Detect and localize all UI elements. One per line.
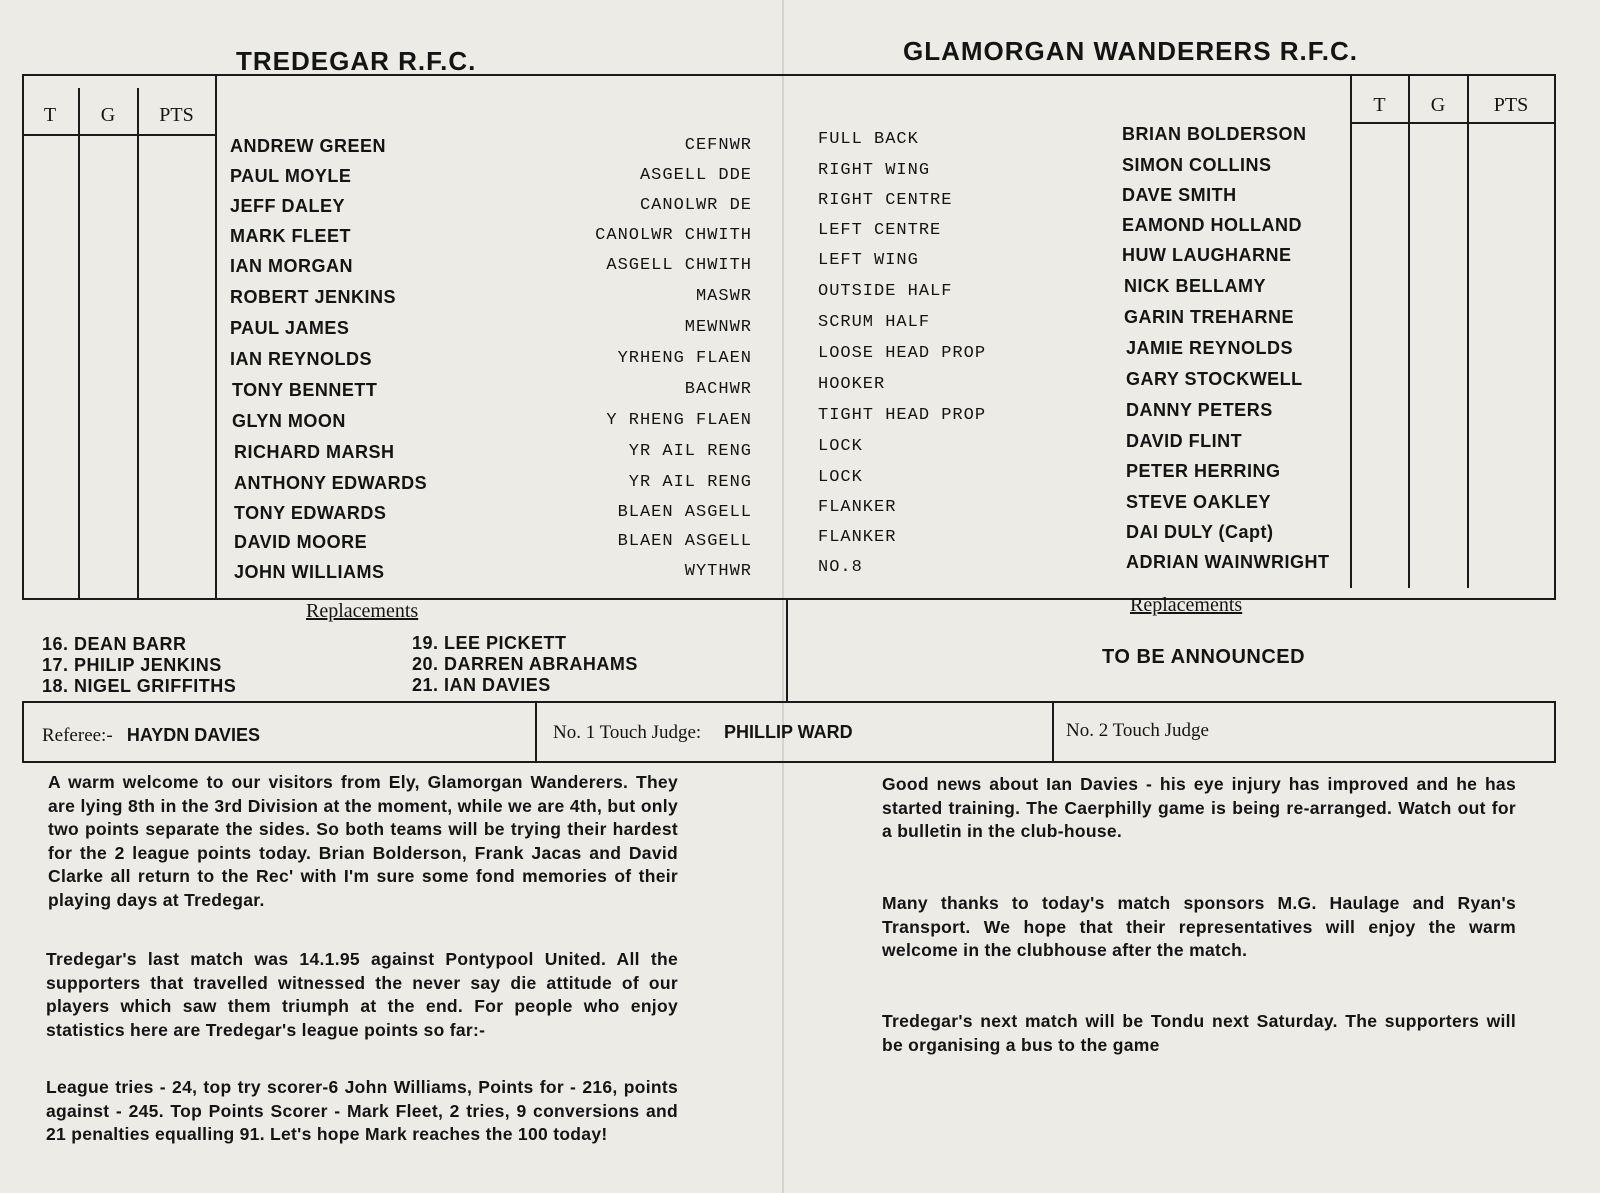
home-replacement: 16. DEAN BARR xyxy=(42,634,187,654)
away-player-position: LOOSE HEAD PROP xyxy=(818,344,987,363)
home-score-header-line xyxy=(22,134,216,136)
home-player-position: CANOLWR DE xyxy=(639,196,752,215)
home-player-name: ANDREW GREEN xyxy=(230,136,387,156)
away-player-name: SIMON COLLINS xyxy=(1122,155,1272,175)
away-player-position: FLANKER xyxy=(818,498,897,517)
home-player-position: WYTHWR xyxy=(684,562,752,581)
home-player-name: DAVID MOORE xyxy=(234,532,368,552)
away-col-divider xyxy=(1408,76,1410,588)
note-paragraph: Many thanks to today's match sponsors M.G. Haulage and Ryan's Transport. We hope that their representatives will enjoy the warm welcome in the clubhouse after the match. xyxy=(882,893,1516,960)
home-player-position: YR AIL RENG xyxy=(628,473,752,492)
away-col-divider xyxy=(1350,76,1352,588)
home-col-pts: PTS xyxy=(159,104,194,126)
home-replacements-title: Replacements xyxy=(306,600,419,622)
home-replacement: 19. LEE PICKETT xyxy=(412,633,567,653)
note-paragraph: A warm welcome to our visitors from Ely, Glamorgan Wanderers. They are lying 8th in the 3rd Division at the moment, while we are 4th, but only two points separate the sides. So both teams will be trying their hardest for the 2 league points today. Brian Bolderson, Frank Jacas and David Clarke all return to the Rec' with I'm sure some fond memories of their playing days at Tredegar. xyxy=(48,772,678,910)
away-col-t: T xyxy=(1373,94,1386,116)
touch-judge-1-cell xyxy=(553,722,853,744)
touch-judge-2-cell xyxy=(1066,720,1209,742)
home-player-name: PAUL JAMES xyxy=(230,318,350,338)
note-paragraph: Tredegar's next match will be Tondu next Saturday. The supporters will be organising a bus to the game xyxy=(882,1011,1516,1055)
home-col-g: G xyxy=(100,104,116,126)
away-player-name: DANNY PETERS xyxy=(1126,400,1273,420)
home-player-name: PAUL MOYLE xyxy=(230,166,352,186)
home-col-divider xyxy=(215,76,217,600)
away-col-pts: PTS xyxy=(1493,94,1529,116)
away-col-divider xyxy=(1467,76,1469,588)
home-player-position: MASWR xyxy=(695,287,752,306)
home-col-divider xyxy=(78,88,80,600)
home-player-position: BLAEN ASGELL xyxy=(617,532,752,551)
away-player-name: NICK BELLAMY xyxy=(1124,276,1266,296)
home-replacement: 20. DARREN ABRAHAMS xyxy=(412,654,638,674)
home-player-position: BLAEN ASGELL xyxy=(617,503,752,522)
home-player-name: JOHN WILLIAMS xyxy=(234,562,385,582)
home-player-position: YR AIL RENG xyxy=(628,442,752,461)
away-player-name: DAVID FLINT xyxy=(1126,431,1243,451)
touch-judge-2-label: No. 2 Touch Judge xyxy=(1066,720,1209,741)
officials-divider xyxy=(1052,703,1054,761)
home-player-position: CANOLWR CHWITH xyxy=(595,226,752,245)
home-player-name: IAN REYNOLDS xyxy=(230,349,373,369)
away-col-g: G xyxy=(1430,94,1446,116)
away-player-position: FULL BACK xyxy=(818,130,919,149)
away-replacements-note: TO BE ANNOUNCED xyxy=(1102,646,1306,668)
away-player-position: LEFT WING xyxy=(818,251,919,270)
home-player-name: TONY EDWARDS xyxy=(234,503,387,523)
home-player-position: ASGELL CHWITH xyxy=(606,256,752,275)
away-player-position: OUTSIDE HALF xyxy=(818,282,953,301)
away-player-name: HUW LAUGHARNE xyxy=(1122,245,1292,265)
home-player-name: ROBERT JENKINS xyxy=(230,287,397,307)
away-player-position: LOCK xyxy=(818,468,863,487)
touch-judge-1-label: No. 1 Touch Judge: xyxy=(553,722,702,743)
note-paragraph: Good news about Ian Davies - his eye injury has improved and he has started training. The Caerphilly game is being re-arranged. Watch out for a bulletin in the club-house. xyxy=(882,774,1516,841)
home-col-divider xyxy=(137,88,139,600)
home-player-position: ASGELL DDE xyxy=(639,166,752,185)
away-player-name: STEVE OAKLEY xyxy=(1126,492,1272,512)
officials-divider xyxy=(535,703,537,761)
home-player-name: JEFF DALEY xyxy=(230,196,346,216)
away-player-position: HOOKER xyxy=(818,375,886,394)
away-player-position: LOCK xyxy=(818,437,863,456)
away-player-name: GARIN TREHARNE xyxy=(1124,307,1295,327)
away-player-name: EAMOND HOLLAND xyxy=(1122,215,1302,235)
home-player-position: YRHENG FLAEN xyxy=(617,349,752,368)
note-paragraph: League tries - 24, top try scorer-6 John Williams, Points for - 216, points against - 245. Top Points Scorer - Mark Fleet, 2 tries, 9 conversions and 21 penalties equalling 91. Let's hope Mark reaches the 100 today! xyxy=(46,1077,678,1144)
home-player-position: Y RHENG FLAEN xyxy=(606,411,752,430)
away-team-title: GLAMORGAN WANDERERS R.F.C. xyxy=(903,36,1358,66)
away-player-name: DAVE SMITH xyxy=(1122,185,1237,205)
note-paragraph: Tredegar's last match was 14.1.95 against Pontypool United. All the supporters that travelled witnessed the never say die attitude of our players which saw them triumph at the end. For people who enjoy statistics here are Tredegar's league points so far:- xyxy=(46,949,678,1040)
home-col-t: T xyxy=(43,104,57,126)
replacements-divider xyxy=(786,598,788,702)
away-player-name: ADRIAN WAINWRIGHT xyxy=(1126,552,1330,572)
away-player-position: SCRUM HALF xyxy=(818,313,931,332)
home-replacement: 17. PHILIP JENKINS xyxy=(42,655,222,675)
referee-name: HAYDN DAVIES xyxy=(126,725,260,745)
referee-cell xyxy=(42,725,260,747)
away-player-position: RIGHT CENTRE xyxy=(818,191,953,210)
home-replacement: 18. NIGEL GRIFFITHS xyxy=(42,676,237,696)
away-player-name: BRIAN BOLDERSON xyxy=(1122,124,1307,144)
home-team-title: TREDEGAR R.F.C. xyxy=(236,46,477,76)
home-player-position: CEFNWR xyxy=(684,136,752,155)
away-player-name: JAMIE REYNOLDS xyxy=(1126,338,1294,358)
away-replacements-title: Replacements xyxy=(1130,594,1243,616)
home-player-position: BACHWR xyxy=(684,380,752,399)
away-player-position: TIGHT HEAD PROP xyxy=(818,406,987,425)
away-player-position: NO.8 xyxy=(818,558,863,577)
home-player-name: GLYN MOON xyxy=(232,411,346,431)
away-player-position: LEFT CENTRE xyxy=(818,221,942,240)
home-player-name: TONY BENNETT xyxy=(232,380,378,400)
referee-label: Referee:- xyxy=(42,725,113,746)
away-player-name: DAI DULY (Capt) xyxy=(1126,522,1274,542)
home-player-position: MEWNWR xyxy=(684,318,752,337)
away-player-position: FLANKER xyxy=(818,528,897,547)
home-replacement: 21. IAN DAVIES xyxy=(412,675,551,695)
home-player-name: RICHARD MARSH xyxy=(234,442,395,462)
away-player-position: RIGHT WING xyxy=(818,161,931,180)
home-player-name: ANTHONY EDWARDS xyxy=(234,473,428,493)
away-player-name: GARY STOCKWELL xyxy=(1126,369,1303,389)
away-score-header-line xyxy=(1350,122,1556,124)
home-player-name: MARK FLEET xyxy=(230,226,351,246)
touch-judge-1-name: PHILLIP WARD xyxy=(723,722,853,742)
away-player-name: PETER HERRING xyxy=(1126,461,1281,481)
home-player-name: IAN MORGAN xyxy=(230,256,353,276)
